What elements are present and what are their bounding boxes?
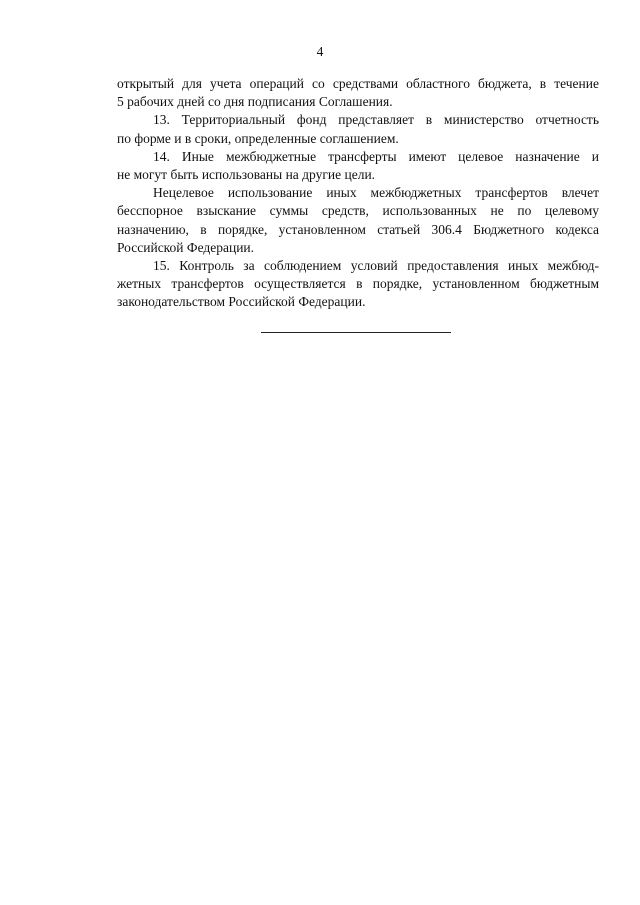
text-line: 14. Иные межбюджетные трансферты имеют целевое назначение и	[153, 148, 599, 164]
text-line: назначению, в порядке, установленном статьей 306.4 Бюджетного кодекса	[117, 221, 599, 237]
paragraph-continuation	[117, 75, 599, 111]
text-line: 15. Контроль за соблюдением условий предоставления иных межбюд-	[153, 258, 599, 274]
text-line: 13. Территориальный фонд представляет в министерство отчетность	[153, 112, 599, 128]
text-line: не могут быть использованы на другие цели.	[117, 167, 376, 183]
text-line: Нецелевое использование иных межбюджетных трансфертов влечет	[153, 185, 599, 201]
text-line: жетных трансфертов осуществляется в порядке, установленном бюджетным	[117, 276, 599, 292]
text-line: бесспорное взыскание суммы средств, использованных не по целевому	[117, 203, 599, 219]
page-number: 4	[316, 44, 324, 59]
paragraph-15	[117, 257, 599, 312]
end-of-document-rule	[261, 332, 451, 333]
text-line: законодательством Российской Федерации.	[117, 294, 366, 310]
paragraph-13	[117, 111, 599, 147]
text-line: 5 рабочих дней со дня подписания Соглашения.	[117, 94, 393, 110]
paragraph-14	[117, 148, 599, 184]
text-line: Российской Федерации.	[117, 239, 255, 255]
paragraph-misuse	[117, 184, 599, 257]
document-body	[117, 75, 599, 312]
text-line: по форме и в сроки, определенные соглашением.	[117, 130, 399, 146]
text-line: открытый для учета операций со средствами областного бюджета, в течение	[117, 76, 599, 91]
